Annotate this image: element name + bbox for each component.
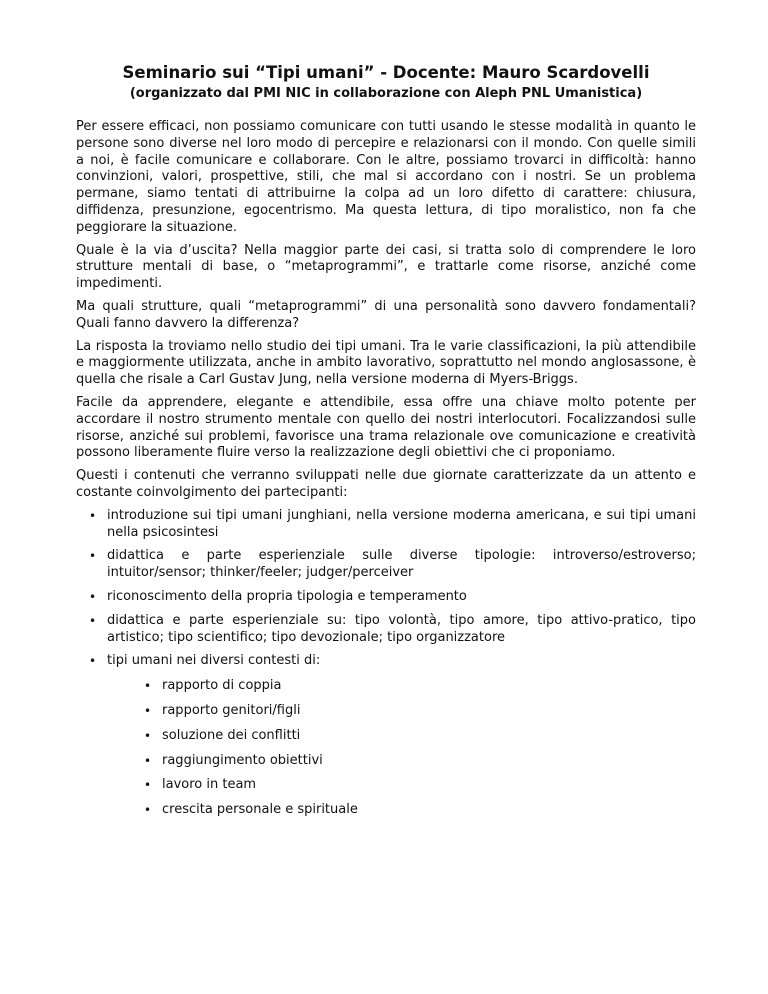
sub-list-item-text: crescita personale e spirituale <box>162 802 358 818</box>
document-body <box>76 119 696 819</box>
bullet-icon: • <box>144 728 152 743</box>
bullet-icon: • <box>144 679 152 694</box>
sub-list-item-text: rapporto genitori/figli <box>162 702 301 718</box>
topic-list <box>76 508 696 819</box>
bullet-icon: • <box>89 589 97 604</box>
sub-list-item <box>107 678 696 695</box>
list-item-text: tipi umani nei diversi contesti di: <box>107 653 321 669</box>
list-item <box>76 589 696 606</box>
paragraph: La risposta la troviamo nello studio dei tipi umani. Tra le varie classificazioni, la più attendibile e maggiormente utilizzata, anche in ambito lavorativo, soprattutto nel mondo anglosassone, è quella che risale a Carl Gustav Jung, nella versione moderna di Myers-Briggs. <box>76 338 696 388</box>
bullet-icon: • <box>144 778 152 793</box>
paragraph: Ma quali strutture, quali “metaprogrammi” di una personalità sono davvero fondamentali? Quali fanno davvero la differenza? <box>76 298 696 331</box>
document-subtitle: (organizzato dal PMI NIC in collaborazione con Aleph PNL Umanistica) <box>129 86 643 101</box>
bullet-icon: • <box>89 613 97 628</box>
paragraph: Questi i contenuti che verranno sviluppati nelle due giornate caratterizzate da un attento e costante coinvolgimento dei partecipanti: <box>76 468 696 500</box>
list-item-text: didattica e parte esperienziale su: tipo volontà, tipo amore, tipo attivo-pratico, tipo artistico; tipo scientifico; tipo devozionale; tipo organizzatore <box>107 612 696 645</box>
bullet-icon: • <box>89 549 97 564</box>
bullet-icon: • <box>89 508 97 523</box>
list-item <box>76 653 696 819</box>
sub-list-item <box>107 728 696 745</box>
bullet-icon: • <box>89 654 97 669</box>
sub-list-item <box>107 753 696 770</box>
list-item <box>76 548 696 582</box>
bullet-icon: • <box>144 753 152 768</box>
document-title: Seminario sui “Tipi umani” - Docente: Mauro Scardovelli <box>122 63 650 82</box>
sub-list-item-text: raggiungimento obiettivi <box>162 752 323 768</box>
bullet-icon: • <box>144 703 152 718</box>
paragraph: Facile da apprendere, elegante e attendibile, essa offre una chiave molto potente per accordare il nostro strumento mentale con quello dei nostri interlocutori. Focalizzandosi sulle risorse, anziché sui problemi, favorisce una trama relazionale ove comunicazione e creatività possono liberamente fluire verso la realizzazione degli obiettivi che ci proponiamo. <box>76 394 696 461</box>
list-item-text: introduzione sui tipi umani junghiani, nella versione moderna americana, e sui tipi umani nella psicosintesi <box>107 507 696 540</box>
bullet-icon: • <box>144 803 152 818</box>
list-item-text: riconoscimento della propria tipologia e temperamento <box>107 588 467 604</box>
paragraph: Quale è la via d’uscita? Nella maggior parte dei casi, si tratta solo di comprendere le loro strutture mentali di base, o “metaprogrammi”, e trattarle come risorse, anziché come impedimenti. <box>76 242 696 292</box>
paragraph: Per essere efficaci, non possiamo comunicare con tutti usando le stesse modalità in quanto le persone sono diverse nel loro modo di percepire e relazionarsi con il mondo. Con quelle simili a noi, è facile comunicare e collaborare. Con le altre, possiamo trovarci in difficoltà: hanno convinzioni, valori, prospettive, stili, che mal si accordano con i nostri. Se un problema permane, siamo tentati di attribuirne la colpa ad un loro difetto di carattere: chiusura, diffidenza, presunzione, egocentrismo. Ma questa lettura, di tipo moralistico, non fa che peggiorare la situazione. <box>76 119 696 235</box>
list-item <box>76 508 696 542</box>
sub-list-item <box>107 777 696 794</box>
sub-list-item <box>107 703 696 720</box>
sub-list-item-text: rapporto di coppia <box>162 678 282 694</box>
sub-list-item <box>107 802 696 819</box>
context-sublist <box>107 678 696 819</box>
list-item-text: didattica e parte esperienziale sulle diverse tipologie: introverso/estroverso; intuitor/sensor; thinker/feeler; judger/perceiver <box>107 548 696 581</box>
list-item <box>76 613 696 647</box>
sub-list-item-text: lavoro in team <box>162 777 257 793</box>
sub-list-item-text: soluzione dei conflitti <box>162 727 301 743</box>
